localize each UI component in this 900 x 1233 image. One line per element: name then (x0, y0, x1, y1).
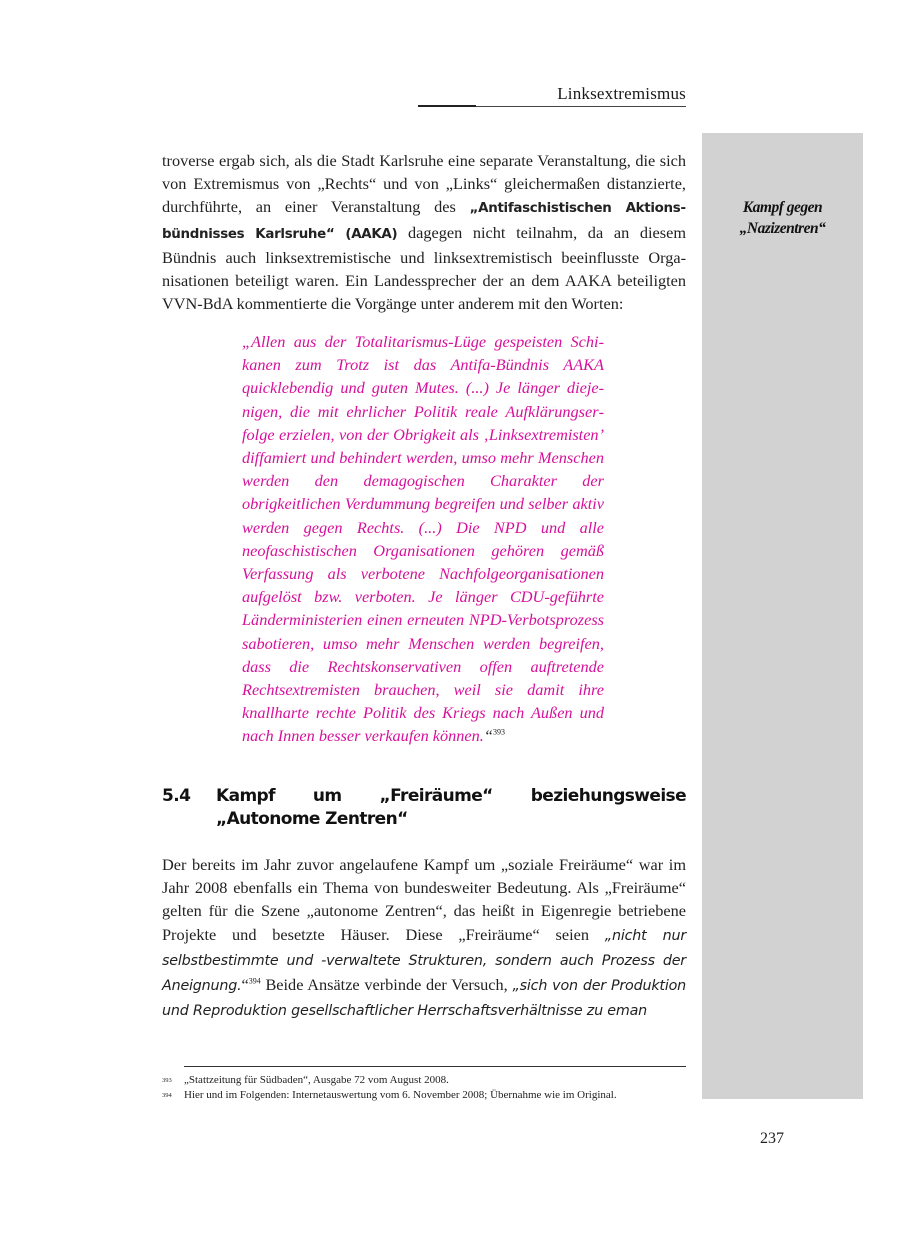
paragraph-text: troverse ergab sich, als die Stadt Karlsruhe eine separate Veranstaltung, die sich von Extremismus von „Rechts“ und von „Links“ gleichermaßen distanzierte, durchführte, an einer Veranstaltung des (162, 151, 686, 217)
quote-text: „Allen aus der Totalitarismus-Lüge gespeisten Schikanen zum Trotz ist das Antifa-Bündnis AAKA quicklebendig und guten Mutes. (...) Je länger diejenigen, die mit ehrlicher Politik reale Aufklärungserfolge erzielen, von der Obrigkeit als ‚Linksextremisten’ diffamiert und behindert werden, umso mehr Menschen werden den demagogischen Charakter der obrigkeitlichen Verdummung begreifen und selber aktiv werden gegen Rechts. (...) Die NPD und alle neofaschistischen Organisationen gehören gemäß Verfassung als verbotene Nachfolgeorganisationen aufgelöst bzw. verboten. Je länger CDU-geführte Länderministerien einen erneuten NPD-Verbotsprozess sabotieren, umso mehr Menschen werden begreifen, dass die Rechtskonservativen offen auftretende Rechtsextremisten brauchen, weil sie damit ihre knallharte rechte Politik des Kriegs nach Außen und nach Innen besser verkaufen können. (242, 332, 604, 746)
paragraph-text: Beide Ansätze verbinde der Versuch, (260, 975, 513, 995)
footnote-ref-394[interactable]: 394 (248, 976, 261, 986)
section-title: Kampf um „Freiräume“ beziehungsweise „Autonome Zentren“ (216, 786, 686, 829)
footnote-text: „Stattzeitung für Südbaden“, Ausgabe 72 vom August 2008. (184, 1074, 449, 1086)
block-quote (242, 330, 604, 748)
section-heading (162, 785, 686, 831)
intro-paragraph (162, 149, 686, 315)
quote-closing-mark: “ (483, 726, 493, 746)
footnote-number: 394 (162, 1092, 172, 1099)
footnote-rule (184, 1066, 686, 1067)
footnote-text: Hier und im Folgenden: Internetauswertung vom 6. November 2008; Übernahme wie im Original. (184, 1089, 617, 1101)
section-number: 5.4 (162, 786, 191, 806)
italic-quote: „nicht nur selbstbestimmte und -verwaltete Strukturen, sondern auch Prozess der Aneignung. (162, 927, 687, 995)
footnote-item (162, 1073, 686, 1088)
running-head-title: Linksextremismus (557, 84, 686, 103)
page-number: 237 (760, 1130, 784, 1147)
bold-term-aaka: „Antifaschistischen Aktionsbündnisses Karlsruhe“ (AAKA) (162, 201, 687, 242)
footnote-number: 393 (162, 1077, 172, 1084)
paragraph-text: dagegen nicht teilnahm, da an diesem Bündnis auch linksextremistische und linksextremistisch beeinflusste Organisationen beteiligt waren. Ein Landessprecher der an dem AAKA beteiligten VVN-BdA kommentierte die Vorgänge unter anderem mit den Worten: (162, 222, 686, 314)
margin-column (702, 133, 863, 1099)
header-rule (418, 106, 686, 107)
margin-note: Kampf gegen „Nazizentren“ (739, 199, 826, 237)
footnote-ref-393[interactable]: 393 (492, 728, 505, 738)
footnotes (162, 1073, 686, 1103)
italic-quote: „sich von der Produktion und Reproduktion gesellschaftlicher Herrschaftsverhältnisse zu eman (162, 978, 687, 1020)
section-paragraph (162, 853, 686, 1023)
paragraph-text: Der bereits im Jahr zuvor angelaufene Kampf um „soziale Freiräume“ war im Jahr 2008 ebenfalls ein Thema von bundesweiter Bedeutung. Als „Freiräume“ gelten für die Szene „autonome Zentren“, das heißt in Eigenregie betriebene Projekte und besetzte Häuser. Diese „Freiräume“ seien (162, 855, 686, 944)
footnote-item (162, 1088, 686, 1103)
quote-closing-mark: “ (241, 975, 249, 995)
